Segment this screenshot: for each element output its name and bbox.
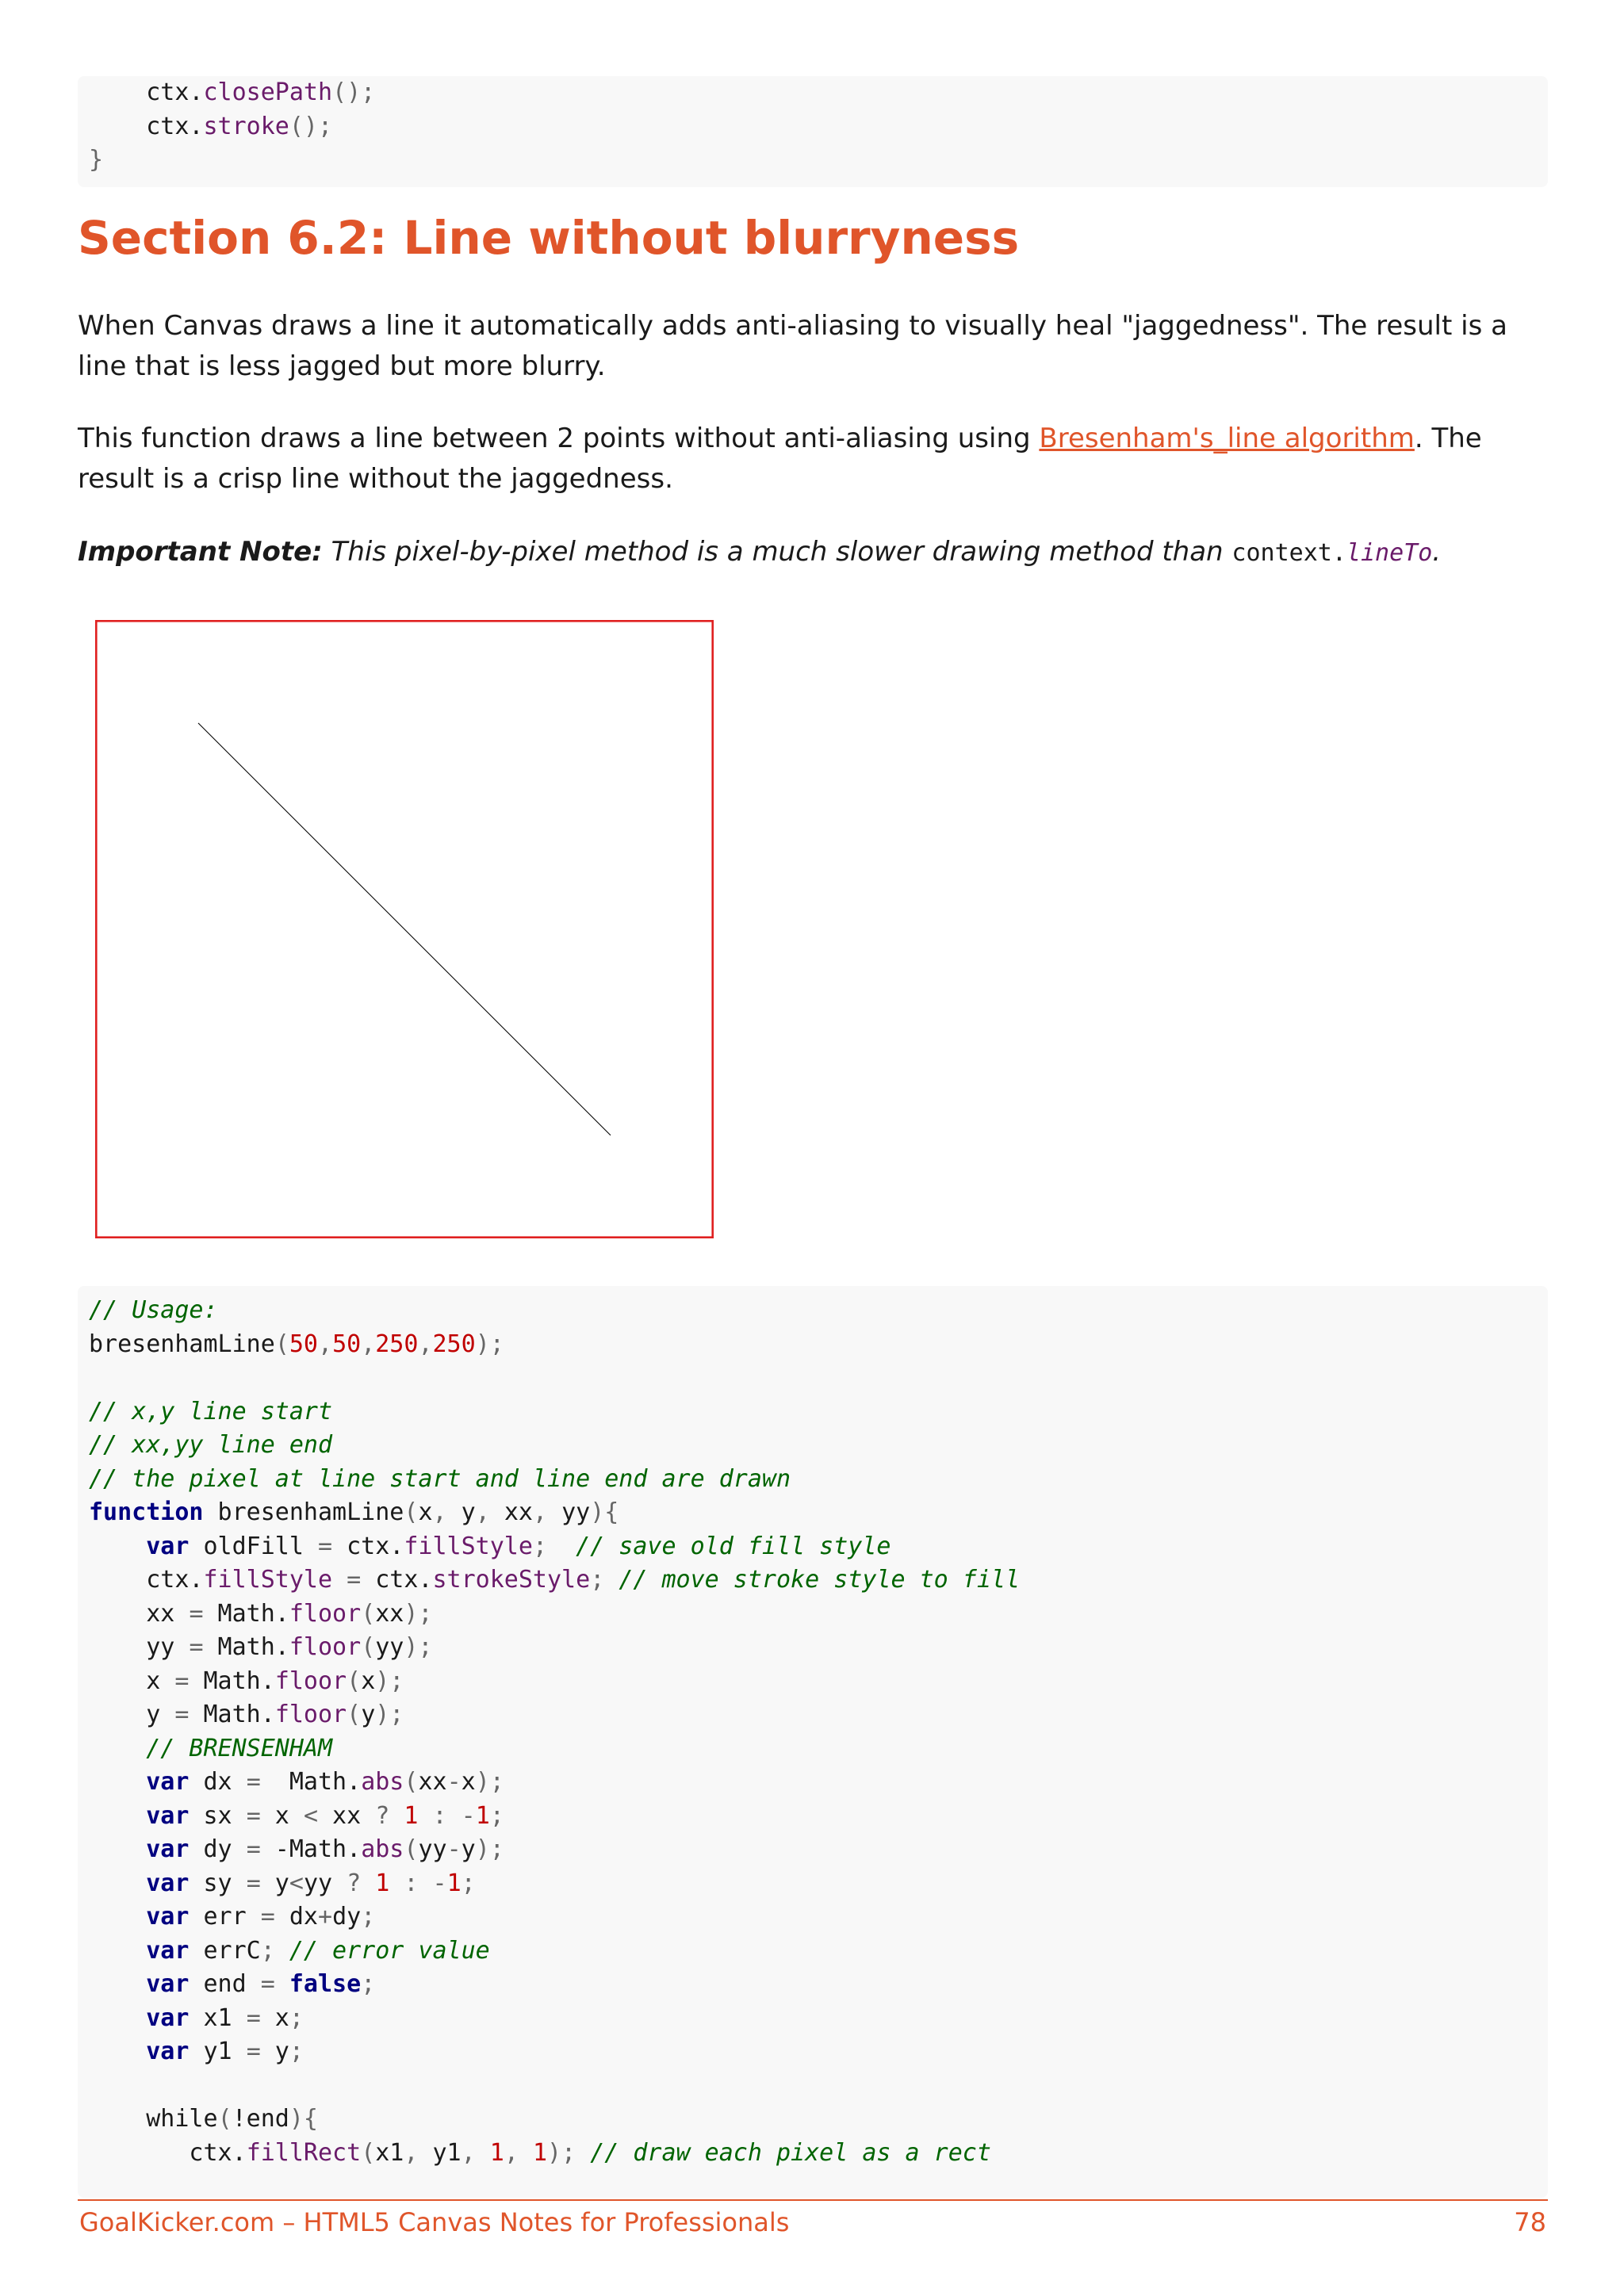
code-token: = [260, 1903, 275, 1931]
code-token: x1 [375, 2138, 404, 2167]
code-line [89, 1867, 1548, 1901]
code-token [89, 1768, 146, 1796]
code-line [89, 1900, 1548, 1934]
code-token: 1 [475, 1801, 490, 1830]
code-token: yy [375, 1633, 404, 1661]
code-token [89, 1533, 146, 1560]
important-note [78, 532, 1553, 573]
code-token: yy [303, 1869, 347, 1897]
code-token: = [246, 2038, 261, 2065]
code-token: ( [361, 1633, 376, 1661]
code-token: ); [475, 1768, 504, 1796]
code-token: closePath [203, 78, 333, 106]
code-token: floor [274, 1667, 347, 1695]
code-token: var [146, 1936, 190, 1965]
code-token: ); [404, 1633, 433, 1661]
code-token [89, 1835, 146, 1863]
code-token: ctx. [332, 1532, 404, 1560]
code-token: ( [347, 1701, 362, 1728]
code-token: strokeStyle [432, 1566, 591, 1594]
code-token: x [89, 1667, 175, 1695]
code-token: y1 [432, 2138, 462, 2167]
code-token: abs [361, 1835, 404, 1863]
code-token: : [389, 1869, 433, 1897]
code-token: bresenhamLine [203, 1498, 404, 1526]
code-token: floor [274, 1701, 347, 1728]
code-token [89, 2004, 146, 2032]
code-line [89, 1361, 1548, 1395]
code-token: ( [347, 1667, 362, 1695]
code-token: // error value [289, 1936, 490, 1965]
code-token: < [303, 1801, 318, 1830]
code-token [89, 1970, 146, 1998]
code-token: fillStyle [404, 1532, 533, 1560]
inline-code-method: lineTo [1346, 539, 1433, 567]
code-token: ctx. [89, 2138, 247, 2167]
code-token: - [446, 1768, 462, 1796]
code-token: end [189, 1970, 261, 1998]
note-end: . [1432, 536, 1442, 568]
code-token: 1 [532, 2138, 547, 2167]
code-token: < [289, 1869, 304, 1897]
code-token [89, 1735, 146, 1762]
code-token: - [446, 1835, 462, 1863]
code-token: , [461, 2138, 490, 2167]
note-text: This pixel-by-pixel method is a much slower drawing method than [322, 536, 1232, 568]
code-line [89, 1496, 1548, 1530]
code-token: var [146, 1869, 190, 1897]
code-token: x [361, 1667, 376, 1695]
footer-source: GoalKicker.com – HTML5 Canvas Notes for Professionals [79, 2207, 790, 2237]
code-line [89, 1463, 1548, 1497]
code-token: 1 [375, 1869, 390, 1897]
code-token: ; [489, 1801, 504, 1830]
code-token: // BRENSENHAM [146, 1734, 333, 1762]
code-token: y [260, 1869, 289, 1897]
footer-divider [78, 2199, 1548, 2201]
code-token: 1 [489, 2138, 504, 2167]
code-token: ( [404, 1498, 419, 1526]
code-token: sy [189, 1869, 247, 1897]
code-token: !end [232, 2105, 289, 2133]
code-token: while [89, 2105, 218, 2133]
code-token: abs [361, 1768, 404, 1796]
code-token: ); [375, 1667, 404, 1695]
code-line [89, 1395, 1548, 1429]
code-line [89, 1563, 1548, 1598]
code-token: = [189, 1633, 204, 1661]
code-token: } [89, 146, 104, 174]
code-token: ? [347, 1869, 362, 1897]
code-token: ); [475, 1835, 504, 1863]
code-token: ctx. [375, 1566, 433, 1594]
code-token: ( [274, 1330, 289, 1358]
code-token: // move stroke style to fill [619, 1566, 1021, 1594]
code-line [89, 1328, 1548, 1362]
code-token [89, 1903, 146, 1931]
code-token: = [318, 1532, 333, 1560]
code-line [89, 76, 1548, 110]
code-token: var [146, 1835, 190, 1863]
code-token: y [461, 1498, 476, 1526]
code-token: : [418, 1801, 462, 1830]
code-line [89, 2069, 1548, 2103]
code-token: xx [418, 1768, 447, 1796]
paragraph-text: This function draws a line between 2 points without anti-aliasing using [78, 423, 1040, 454]
code-token: y1 [189, 2038, 247, 2065]
code-token: oldFill [189, 1532, 318, 1560]
paragraph-bresenham [78, 419, 1553, 499]
code-token: ; [532, 1532, 576, 1560]
code-token: ( [404, 1768, 419, 1796]
code-token: ){ [590, 1498, 619, 1526]
code-line [89, 2103, 1548, 2137]
code-token: dx [189, 1768, 247, 1796]
code-token: Math. [189, 1667, 275, 1695]
code-token: Math. [260, 1768, 362, 1796]
code-line [89, 1631, 1548, 1665]
code-token: ( [404, 1835, 419, 1863]
code-token: -Math. [260, 1835, 362, 1863]
code-token: ; [260, 1936, 289, 1965]
code-token [89, 1802, 146, 1830]
code-token [275, 1970, 289, 1998]
code-token: x1 [189, 2003, 247, 2032]
code-token: ); [475, 1330, 504, 1358]
code-token: = [246, 1869, 261, 1897]
code-token: - [432, 1869, 447, 1897]
code-token: ; [289, 2003, 304, 2032]
code-token [89, 1937, 146, 1965]
code-token: floor [289, 1599, 362, 1628]
code-token: var [146, 2038, 190, 2065]
code-token: // draw each pixel as a rect [590, 2138, 991, 2167]
code-token: Math. [203, 1633, 289, 1661]
code-token: = [246, 1801, 261, 1830]
inline-code-object: context. [1231, 539, 1346, 567]
code-token: - [461, 1801, 476, 1830]
code-line [89, 1698, 1548, 1732]
code-token: errC [189, 1936, 261, 1965]
code-token: ; [461, 1869, 476, 1897]
code-token: , [418, 1330, 433, 1358]
code-token: = [246, 1768, 261, 1796]
code-token: , [504, 2138, 533, 2167]
code-token: 250 [432, 1330, 476, 1358]
code-line [89, 1934, 1548, 1969]
code-token: xx [375, 1599, 404, 1628]
code-token: = [189, 1599, 204, 1628]
code-token: var [146, 1801, 190, 1830]
code-token: 1 [446, 1869, 462, 1897]
code-token: // the pixel at line start and line end are drawn [89, 1464, 791, 1493]
code-token: ); [404, 1599, 433, 1628]
canvas-example-figure [95, 620, 714, 1238]
code-token: ctx. [89, 1566, 204, 1594]
code-token: fillStyle [203, 1566, 333, 1594]
code-token [389, 1802, 404, 1830]
code-token: (); [332, 78, 376, 106]
code-token: ; [361, 1903, 376, 1931]
code-token: stroke [203, 112, 289, 140]
code-token: false [289, 1970, 362, 1998]
code-token: x [461, 1768, 476, 1796]
code-token: floor [289, 1633, 362, 1661]
code-token: Math. [189, 1701, 275, 1728]
code-token: y [260, 2038, 289, 2065]
paragraph-intro: When Canvas draws a line it automatically adds anti-aliasing to visually heal "jaggedness". The result is a line that is less jagged but more blurry. [78, 310, 1507, 382]
code-line [89, 1429, 1548, 1463]
code-line [89, 1968, 1548, 2002]
code-line [89, 1530, 1548, 1564]
code-line [89, 110, 1548, 144]
code-token: ){ [289, 2105, 318, 2133]
code-token: dy [189, 1835, 247, 1863]
code-line [89, 144, 1548, 178]
code-token: , [361, 1330, 376, 1358]
code-token: xx [504, 1498, 533, 1526]
code-token: ctx. [89, 78, 204, 106]
code-token: x [260, 2003, 289, 2032]
code-token: (); [289, 112, 333, 140]
code-token: xx [89, 1599, 190, 1628]
code-token: ; [590, 1566, 619, 1594]
page-number: 78 [1514, 2207, 1546, 2237]
code-token: , [432, 1498, 462, 1526]
code-token: ); [547, 2138, 591, 2167]
code-line [89, 1294, 1548, 1328]
code-token: Math. [203, 1599, 289, 1628]
code-token: // xx,yy line end [89, 1431, 333, 1459]
code-block-top [78, 76, 1548, 187]
code-token [361, 1869, 375, 1897]
code-token: = [260, 1970, 275, 1998]
code-token: err [189, 1903, 261, 1931]
code-token: dy [332, 1903, 362, 1931]
code-token: bresenhamLine [89, 1330, 275, 1358]
code-token: function [89, 1498, 204, 1526]
code-token: x [418, 1498, 433, 1526]
code-token: fillRect [246, 2138, 362, 2167]
code-token: yy [418, 1835, 447, 1863]
code-token: , [475, 1498, 504, 1526]
paragraph-text: . The result is a crisp line without the jaggedness. [78, 423, 1482, 495]
code-token: x [260, 1801, 304, 1830]
code-token: = [174, 1667, 190, 1695]
code-token: = [174, 1701, 190, 1728]
code-token: 50 [289, 1330, 318, 1358]
code-token: + [318, 1903, 333, 1931]
code-token: // Usage: [89, 1296, 218, 1324]
note-label: Important Note: [78, 536, 323, 568]
code-token: y [361, 1701, 376, 1728]
code-token: var [146, 2003, 190, 2032]
code-token: 50 [332, 1330, 362, 1358]
code-line [89, 1800, 1548, 1834]
code-token: // save old fill style [576, 1532, 891, 1560]
code-line [89, 1665, 1548, 1699]
code-token: dx [274, 1903, 318, 1931]
code-token: ? [375, 1801, 390, 1830]
code-token: var [146, 1970, 190, 1998]
code-line [89, 1732, 1548, 1766]
code-line [89, 1598, 1548, 1632]
code-token: ( [361, 2138, 376, 2167]
code-token: ctx. [89, 112, 204, 140]
code-token: 250 [375, 1330, 419, 1358]
code-token [89, 2038, 146, 2065]
code-token: , [404, 2138, 433, 2167]
code-token: ( [361, 1599, 376, 1628]
code-line [89, 2137, 1548, 2171]
code-line [89, 2035, 1548, 2069]
code-line [89, 1833, 1548, 1867]
bresenham-link[interactable]: Bresenham's_line algorithm [1039, 423, 1415, 454]
code-token: = [332, 1566, 376, 1594]
code-token: = [246, 1835, 261, 1863]
code-token: var [146, 1532, 190, 1560]
code-token: = [246, 2003, 261, 2032]
code-token: 1 [404, 1801, 419, 1830]
code-token: // x,y line start [89, 1397, 333, 1425]
code-token: y [461, 1835, 476, 1863]
code-token: var [146, 1903, 190, 1931]
code-token: ); [375, 1701, 404, 1728]
code-token: ; [289, 2038, 304, 2065]
code-block-bresenham [78, 1286, 1548, 2198]
code-token: sx [189, 1801, 247, 1830]
section-heading: Section 6.2: Line without blurryness [78, 211, 1020, 265]
code-token: ; [361, 1970, 376, 1998]
code-token: , [532, 1498, 562, 1526]
code-line [89, 2002, 1548, 2036]
code-token [89, 1869, 146, 1897]
code-token: ( [217, 2105, 232, 2133]
code-token: var [146, 1768, 190, 1796]
inline-code [1231, 539, 1432, 567]
code-token: xx [318, 1801, 376, 1830]
code-line [89, 1766, 1548, 1800]
code-token: yy [561, 1498, 591, 1526]
code-token: yy [89, 1633, 190, 1661]
code-token: , [318, 1330, 333, 1358]
code-token: y [89, 1701, 175, 1728]
